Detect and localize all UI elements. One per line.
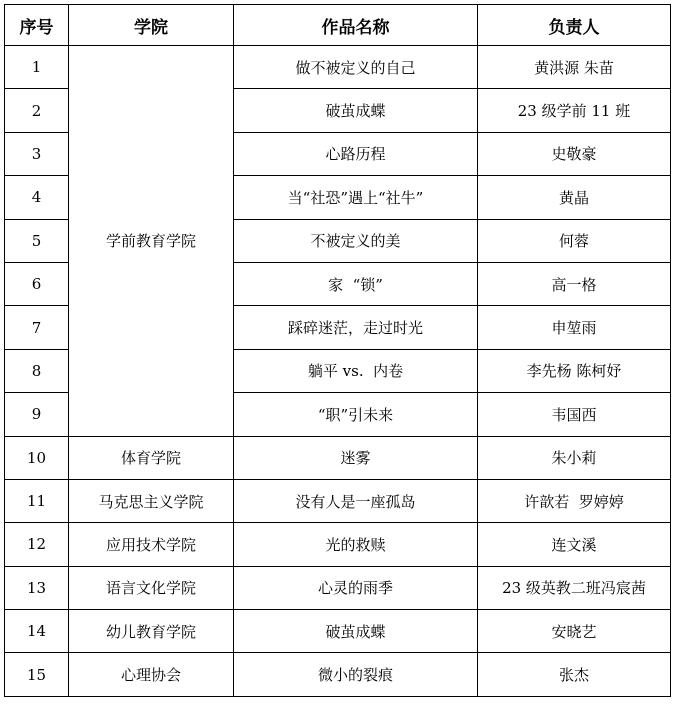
- cell-owner: 张杰: [478, 653, 671, 696]
- cell-owner: 许歆若 罗婷婷: [478, 479, 671, 522]
- cell-college-merged: 学前教育学院: [69, 46, 234, 437]
- cell-no: 10: [5, 436, 69, 479]
- cell-owner: 黄晶: [478, 176, 671, 219]
- cell-owner: 史敬豪: [478, 132, 671, 175]
- cell-no: 13: [5, 566, 69, 609]
- cell-no: 15: [5, 653, 69, 696]
- table-row: [5, 610, 671, 653]
- cell-no: 1: [5, 46, 69, 89]
- cell-work: “职”引未来: [234, 393, 478, 436]
- table-row: [5, 566, 671, 609]
- cell-work: 家 “锁”: [234, 262, 478, 305]
- cell-college: 语言文化学院: [69, 566, 234, 609]
- cell-no: 9: [5, 393, 69, 436]
- header-college: 学院: [69, 5, 234, 46]
- cell-work: 微小的裂痕: [234, 653, 478, 696]
- header-no: 序号: [5, 5, 69, 46]
- cell-work: 做不被定义的自己: [234, 46, 478, 89]
- cell-college: 体育学院: [69, 436, 234, 479]
- cell-owner: 23 级英教二班冯宸茜: [478, 566, 671, 609]
- header-row: [5, 5, 671, 46]
- table-row: [5, 523, 671, 566]
- cell-work: 破茧成蝶: [234, 610, 478, 653]
- cell-no: 11: [5, 479, 69, 522]
- cell-no: 3: [5, 132, 69, 175]
- cell-no: 14: [5, 610, 69, 653]
- cell-college: 幼儿教育学院: [69, 610, 234, 653]
- cell-work: 躺平 vs. 内卷: [234, 349, 478, 392]
- cell-owner: 韦国西: [478, 393, 671, 436]
- table-row: [5, 653, 671, 696]
- cell-work: 迷雾: [234, 436, 478, 479]
- cell-no: 8: [5, 349, 69, 392]
- cell-owner: 李先杨 陈柯妤: [478, 349, 671, 392]
- cell-no: 5: [5, 219, 69, 262]
- table-row: [5, 479, 671, 522]
- cell-no: 7: [5, 306, 69, 349]
- cell-owner: 黄洪源 朱苗: [478, 46, 671, 89]
- table-row: [5, 436, 671, 479]
- table-row: [5, 46, 671, 89]
- header-work: 作品名称: [234, 5, 478, 46]
- cell-owner: 何蓉: [478, 219, 671, 262]
- cell-owner: 23 级学前 11 班: [478, 89, 671, 132]
- table-header: [5, 5, 671, 46]
- cell-no: 4: [5, 176, 69, 219]
- cell-work: 不被定义的美: [234, 219, 478, 262]
- cell-owner: 连文溪: [478, 523, 671, 566]
- cell-work: 光的救赎: [234, 523, 478, 566]
- cell-work: 心灵的雨季: [234, 566, 478, 609]
- cell-no: 12: [5, 523, 69, 566]
- cell-work: 当“社恐”遇上“社牛”: [234, 176, 478, 219]
- cell-owner: 高一格: [478, 262, 671, 305]
- cell-work: 没有人是一座孤岛: [234, 479, 478, 522]
- table-body: [5, 46, 671, 697]
- cell-no: 6: [5, 262, 69, 305]
- cell-college: 马克思主义学院: [69, 479, 234, 522]
- cell-work: 破茧成蝶: [234, 89, 478, 132]
- cell-owner: 申堃雨: [478, 306, 671, 349]
- header-owner: 负责人: [478, 5, 671, 46]
- cell-owner: 安晓艺: [478, 610, 671, 653]
- cell-owner: 朱小莉: [478, 436, 671, 479]
- cell-work: 踩碎迷茫，走过时光: [234, 306, 478, 349]
- works-table: [4, 4, 671, 697]
- cell-college: 应用技术学院: [69, 523, 234, 566]
- cell-work: 心路历程: [234, 132, 478, 175]
- cell-college: 心理协会: [69, 653, 234, 696]
- cell-no: 2: [5, 89, 69, 132]
